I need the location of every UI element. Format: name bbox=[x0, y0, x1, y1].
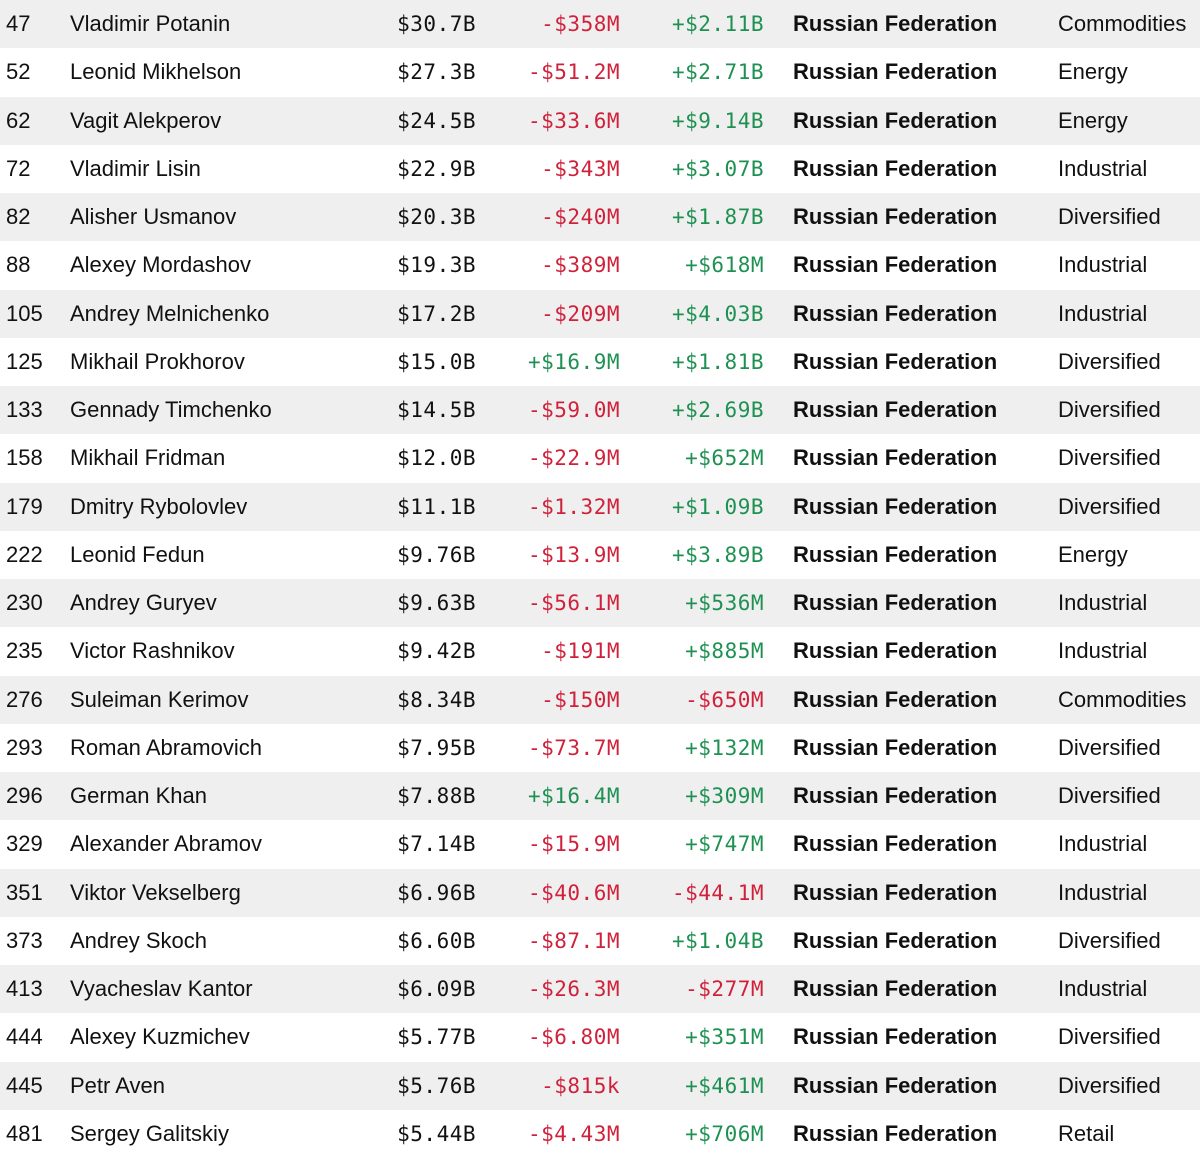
net-worth-cell: $24.5B bbox=[397, 108, 476, 133]
name-cell: Mikhail Prokhorov bbox=[70, 348, 245, 374]
net-worth-cell: $27.3B bbox=[397, 60, 476, 85]
industry-cell: Industrial bbox=[1058, 155, 1148, 181]
table-row[interactable] bbox=[0, 627, 1200, 675]
country-cell: Russian Federation bbox=[793, 734, 998, 760]
name-cell: Vyacheslav Kantor bbox=[70, 976, 253, 1002]
name-cell: Victor Rashnikov bbox=[70, 638, 235, 664]
name-cell: Mikhail Fridman bbox=[70, 445, 226, 471]
ytd-change-cell: +$309M bbox=[685, 784, 764, 809]
net-worth-cell: $20.3B bbox=[397, 205, 476, 230]
rank-cell: 72 bbox=[6, 155, 31, 181]
name-cell: Gennady Timchenko bbox=[70, 397, 272, 423]
last-change-cell: -$73.7M bbox=[527, 735, 620, 760]
country-cell: Russian Federation bbox=[793, 927, 998, 953]
name-cell: Alexey Mordashov bbox=[70, 252, 251, 278]
country-cell: Russian Federation bbox=[793, 493, 998, 519]
last-change-cell: -$40.6M bbox=[527, 880, 620, 905]
table-row[interactable] bbox=[0, 290, 1200, 338]
last-change-cell: +$16.9M bbox=[527, 349, 620, 374]
last-change-cell: -$59.0M bbox=[527, 398, 620, 423]
ytd-change-cell: +$706M bbox=[685, 1121, 764, 1146]
rank-cell: 52 bbox=[6, 59, 31, 85]
industry-cell: Diversified bbox=[1058, 445, 1161, 471]
industry-cell: Retail bbox=[1058, 1120, 1115, 1146]
last-change-cell: -$13.9M bbox=[527, 542, 620, 567]
last-change-cell: -$209M bbox=[541, 301, 620, 326]
rank-cell: 296 bbox=[6, 783, 43, 809]
ytd-change-cell: +$747M bbox=[685, 832, 764, 857]
industry-cell: Energy bbox=[1058, 59, 1128, 85]
country-cell: Russian Federation bbox=[793, 252, 998, 278]
name-cell: Alexander Abramov bbox=[70, 831, 262, 857]
country-cell: Russian Federation bbox=[793, 348, 998, 374]
rank-cell: 351 bbox=[6, 879, 43, 905]
country-cell: Russian Federation bbox=[793, 590, 998, 616]
ytd-change-cell: +$351M bbox=[685, 1025, 764, 1050]
table-row[interactable] bbox=[0, 193, 1200, 241]
industry-cell: Industrial bbox=[1058, 252, 1148, 278]
name-cell: Alisher Usmanov bbox=[70, 204, 237, 230]
net-worth-cell: $8.34B bbox=[397, 687, 476, 712]
industry-cell: Industrial bbox=[1058, 590, 1148, 616]
industry-cell: Commodities bbox=[1058, 11, 1187, 37]
table-row[interactable] bbox=[0, 676, 1200, 724]
net-worth-cell: $6.60B bbox=[397, 928, 476, 953]
table-row[interactable] bbox=[0, 0, 1200, 48]
name-cell: Vladimir Potanin bbox=[70, 11, 231, 37]
name-cell: Andrey Melnichenko bbox=[70, 300, 270, 326]
rank-cell: 445 bbox=[6, 1072, 43, 1098]
ytd-change-cell: +$2.71B bbox=[671, 60, 764, 85]
name-cell: Vladimir Lisin bbox=[70, 155, 201, 181]
country-cell: Russian Federation bbox=[793, 397, 998, 423]
last-change-cell: -$33.6M bbox=[527, 108, 620, 133]
country-cell: Russian Federation bbox=[793, 445, 998, 471]
ytd-change-cell: +$1.04B bbox=[671, 928, 764, 953]
last-change-cell: -$51.2M bbox=[527, 60, 620, 85]
rank-cell: 88 bbox=[6, 252, 31, 278]
rank-cell: 179 bbox=[6, 493, 43, 519]
last-change-cell: -$4.43M bbox=[527, 1121, 620, 1146]
last-change-cell: -$1.32M bbox=[527, 494, 620, 519]
net-worth-cell: $17.2B bbox=[397, 301, 476, 326]
rank-cell: 62 bbox=[6, 107, 31, 133]
industry-cell: Industrial bbox=[1058, 879, 1148, 905]
industry-cell: Industrial bbox=[1058, 976, 1148, 1002]
table-row[interactable] bbox=[0, 241, 1200, 289]
country-cell: Russian Federation bbox=[793, 204, 998, 230]
country-cell: Russian Federation bbox=[793, 831, 998, 857]
table-row[interactable] bbox=[0, 820, 1200, 868]
ytd-change-cell: +$1.81B bbox=[671, 349, 764, 374]
table-row[interactable] bbox=[0, 869, 1200, 917]
ytd-change-cell: +$2.11B bbox=[671, 12, 764, 37]
rank-cell: 222 bbox=[6, 541, 43, 567]
industry-cell: Diversified bbox=[1058, 204, 1161, 230]
rank-cell: 105 bbox=[6, 300, 43, 326]
last-change-cell: -$191M bbox=[541, 639, 620, 664]
table-row[interactable] bbox=[0, 97, 1200, 145]
industry-cell: Energy bbox=[1058, 107, 1128, 133]
country-cell: Russian Federation bbox=[793, 155, 998, 181]
name-cell: Leonid Mikhelson bbox=[70, 59, 242, 85]
net-worth-cell: $5.76B bbox=[397, 1073, 476, 1098]
table-row[interactable] bbox=[0, 1013, 1200, 1061]
table-row[interactable] bbox=[0, 145, 1200, 193]
industry-cell: Diversified bbox=[1058, 783, 1161, 809]
table-row[interactable] bbox=[0, 965, 1200, 1013]
country-cell: Russian Federation bbox=[793, 1024, 998, 1050]
name-cell: Vagit Alekperov bbox=[70, 107, 222, 133]
country-cell: Russian Federation bbox=[793, 686, 998, 712]
country-cell: Russian Federation bbox=[793, 879, 998, 905]
table-row[interactable] bbox=[0, 48, 1200, 96]
table-row[interactable] bbox=[0, 917, 1200, 965]
net-worth-cell: $9.76B bbox=[397, 542, 476, 567]
ytd-change-cell: +$3.89B bbox=[671, 542, 764, 567]
country-cell: Russian Federation bbox=[793, 976, 998, 1002]
rank-cell: 293 bbox=[6, 734, 43, 760]
last-change-cell: -$815k bbox=[541, 1073, 620, 1098]
name-cell: German Khan bbox=[70, 783, 207, 809]
rank-cell: 481 bbox=[6, 1120, 43, 1146]
rank-cell: 444 bbox=[6, 1024, 43, 1050]
net-worth-cell: $15.0B bbox=[397, 349, 476, 374]
last-change-cell: -$22.9M bbox=[527, 446, 620, 471]
country-cell: Russian Federation bbox=[793, 59, 998, 85]
last-change-cell: -$389M bbox=[541, 253, 620, 278]
name-cell: Andrey Guryev bbox=[70, 590, 217, 616]
country-cell: Russian Federation bbox=[793, 1120, 998, 1146]
last-change-cell: -$150M bbox=[541, 687, 620, 712]
country-cell: Russian Federation bbox=[793, 300, 998, 326]
table-row[interactable] bbox=[0, 1110, 1200, 1158]
rank-cell: 47 bbox=[6, 11, 31, 37]
country-cell: Russian Federation bbox=[793, 783, 998, 809]
net-worth-cell: $9.42B bbox=[397, 639, 476, 664]
last-change-cell: -$15.9M bbox=[527, 832, 620, 857]
rank-cell: 235 bbox=[6, 638, 43, 664]
industry-cell: Diversified bbox=[1058, 927, 1161, 953]
ytd-change-cell: +$3.07B bbox=[671, 156, 764, 181]
name-cell: Viktor Vekselberg bbox=[70, 879, 241, 905]
net-worth-cell: $5.44B bbox=[397, 1121, 476, 1146]
table-row[interactable] bbox=[0, 386, 1200, 434]
ytd-change-cell: +$885M bbox=[685, 639, 764, 664]
industry-cell: Diversified bbox=[1058, 734, 1161, 760]
table-row[interactable] bbox=[0, 579, 1200, 627]
last-change-cell: -$56.1M bbox=[527, 591, 620, 616]
name-cell: Petr Aven bbox=[70, 1072, 165, 1098]
industry-cell: Commodities bbox=[1058, 686, 1187, 712]
rank-cell: 133 bbox=[6, 397, 43, 423]
ytd-change-cell: +$536M bbox=[685, 591, 764, 616]
rank-cell: 413 bbox=[6, 976, 43, 1002]
ytd-change-cell: +$1.09B bbox=[671, 494, 764, 519]
net-worth-cell: $7.88B bbox=[397, 784, 476, 809]
table-row[interactable] bbox=[0, 772, 1200, 820]
industry-cell: Diversified bbox=[1058, 397, 1161, 423]
net-worth-cell: $14.5B bbox=[397, 398, 476, 423]
rank-cell: 82 bbox=[6, 204, 31, 230]
rank-cell: 230 bbox=[6, 590, 43, 616]
ytd-change-cell: +$618M bbox=[685, 253, 764, 278]
ytd-change-cell: +$132M bbox=[685, 735, 764, 760]
net-worth-cell: $19.3B bbox=[397, 253, 476, 278]
name-cell: Andrey Skoch bbox=[70, 927, 207, 953]
ytd-change-cell: +$9.14B bbox=[671, 108, 764, 133]
name-cell: Alexey Kuzmichev bbox=[70, 1024, 250, 1050]
table-row[interactable] bbox=[0, 1062, 1200, 1110]
net-worth-cell: $6.09B bbox=[397, 977, 476, 1002]
last-change-cell: -$6.80M bbox=[527, 1025, 620, 1050]
ytd-change-cell: +$4.03B bbox=[671, 301, 764, 326]
ytd-change-cell: +$652M bbox=[685, 446, 764, 471]
last-change-cell: -$343M bbox=[541, 156, 620, 181]
name-cell: Leonid Fedun bbox=[70, 541, 205, 567]
country-cell: Russian Federation bbox=[793, 638, 998, 664]
ytd-change-cell: +$2.69B bbox=[671, 398, 764, 423]
net-worth-cell: $9.63B bbox=[397, 591, 476, 616]
ytd-change-cell: -$277M bbox=[685, 977, 764, 1002]
industry-cell: Industrial bbox=[1058, 300, 1148, 326]
net-worth-cell: $12.0B bbox=[397, 446, 476, 471]
ytd-change-cell: -$650M bbox=[685, 687, 764, 712]
industry-cell: Industrial bbox=[1058, 831, 1148, 857]
country-cell: Russian Federation bbox=[793, 1072, 998, 1098]
industry-cell: Diversified bbox=[1058, 493, 1161, 519]
industry-cell: Energy bbox=[1058, 541, 1128, 567]
net-worth-cell: $7.14B bbox=[397, 832, 476, 857]
table-row[interactable] bbox=[0, 724, 1200, 772]
last-change-cell: -$26.3M bbox=[527, 977, 620, 1002]
ytd-change-cell: -$44.1M bbox=[671, 880, 764, 905]
country-cell: Russian Federation bbox=[793, 107, 998, 133]
ytd-change-cell: +$461M bbox=[685, 1073, 764, 1098]
table-row[interactable] bbox=[0, 338, 1200, 386]
country-cell: Russian Federation bbox=[793, 541, 998, 567]
name-cell: Dmitry Rybolovlev bbox=[70, 493, 248, 519]
net-worth-cell: $30.7B bbox=[397, 12, 476, 37]
country-cell: Russian Federation bbox=[793, 11, 998, 37]
net-worth-cell: $5.77B bbox=[397, 1025, 476, 1050]
rank-cell: 329 bbox=[6, 831, 43, 857]
last-change-cell: +$16.4M bbox=[527, 784, 620, 809]
last-change-cell: -$358M bbox=[541, 12, 620, 37]
industry-cell: Diversified bbox=[1058, 1072, 1161, 1098]
net-worth-cell: $22.9B bbox=[397, 156, 476, 181]
net-worth-cell: $11.1B bbox=[397, 494, 476, 519]
net-worth-cell: $7.95B bbox=[397, 735, 476, 760]
last-change-cell: -$87.1M bbox=[527, 928, 620, 953]
name-cell: Sergey Galitskiy bbox=[70, 1120, 229, 1146]
industry-cell: Industrial bbox=[1058, 638, 1148, 664]
rank-cell: 276 bbox=[6, 686, 43, 712]
table-row[interactable] bbox=[0, 483, 1200, 531]
table-row[interactable] bbox=[0, 531, 1200, 579]
last-change-cell: -$240M bbox=[541, 205, 620, 230]
rank-cell: 125 bbox=[6, 348, 43, 374]
net-worth-cell: $6.96B bbox=[397, 880, 476, 905]
industry-cell: Diversified bbox=[1058, 348, 1161, 374]
name-cell: Roman Abramovich bbox=[70, 734, 262, 760]
rank-cell: 373 bbox=[6, 927, 43, 953]
name-cell: Suleiman Kerimov bbox=[70, 686, 249, 712]
ytd-change-cell: +$1.87B bbox=[671, 205, 764, 230]
rank-cell: 158 bbox=[6, 445, 43, 471]
table-row[interactable] bbox=[0, 434, 1200, 482]
industry-cell: Diversified bbox=[1058, 1024, 1161, 1050]
